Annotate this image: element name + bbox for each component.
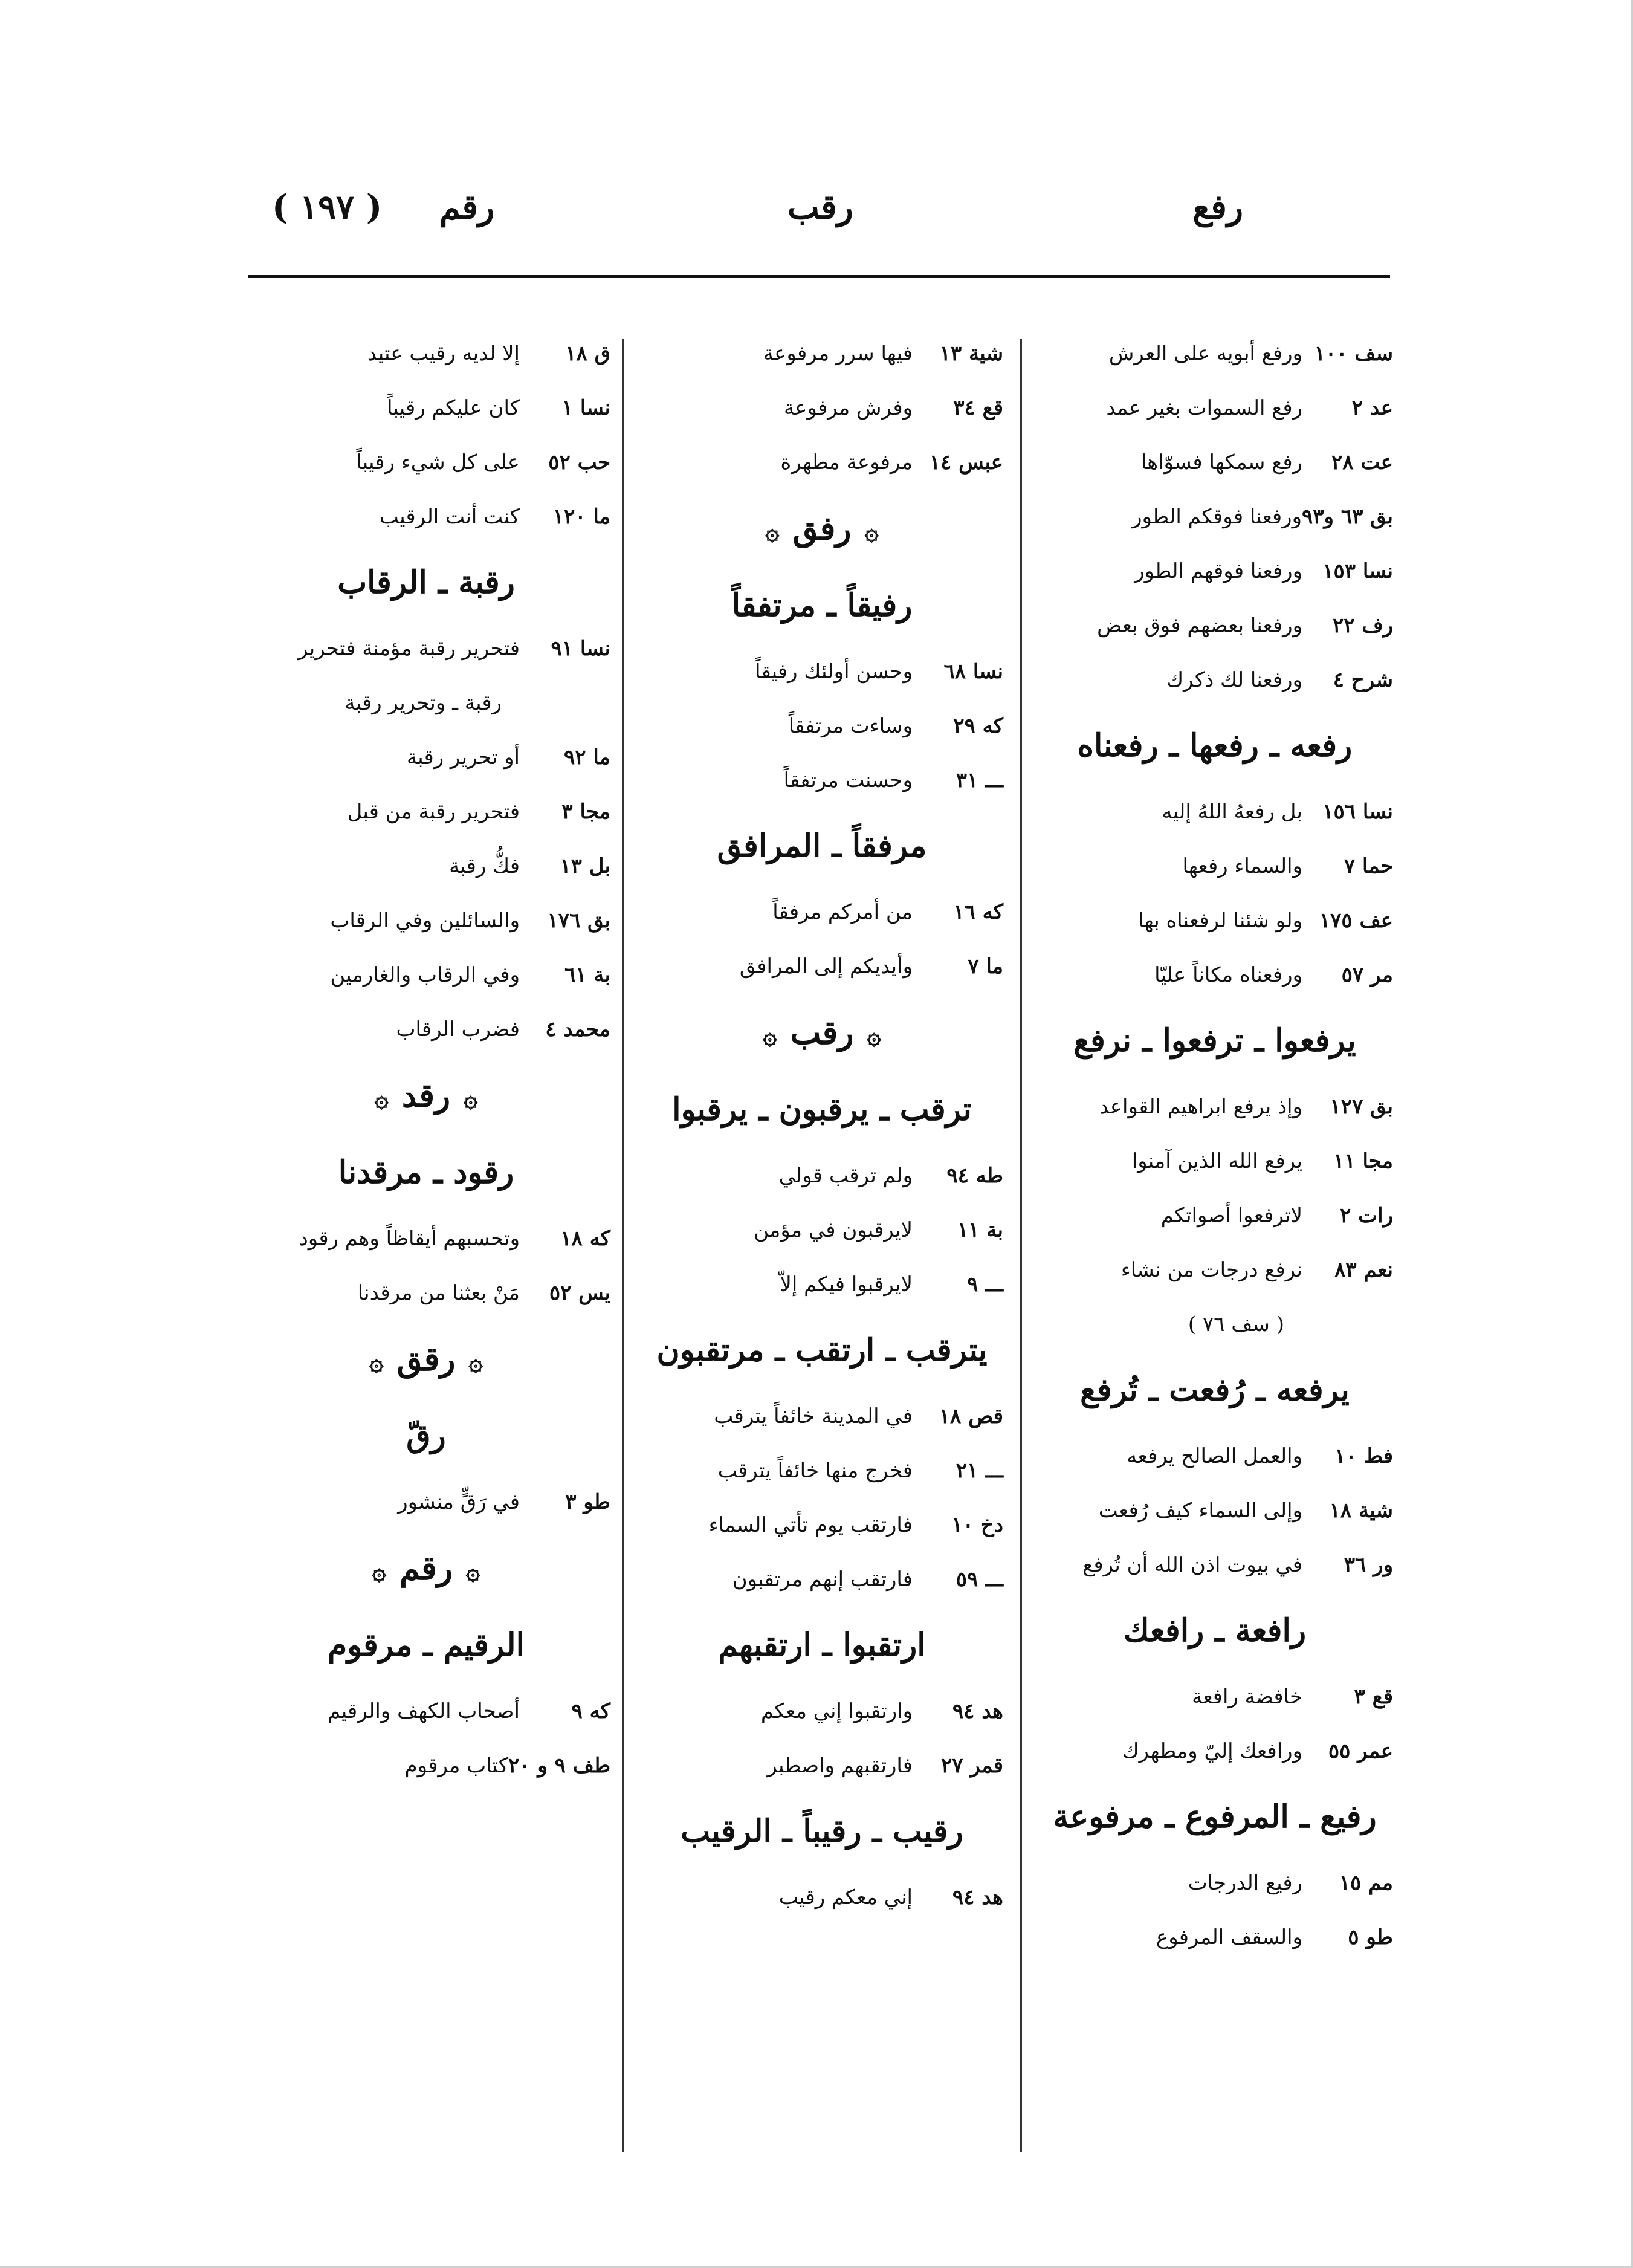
word-heading: مرفقاً ـ المرافق bbox=[717, 828, 927, 864]
entry-text: أصحاب الكهف والرقيم bbox=[328, 1699, 520, 1723]
entry-text: وحسنت مرتفقاً bbox=[783, 768, 913, 792]
entry-text: يرفع الله الذين آمنوا bbox=[1131, 1149, 1302, 1173]
word-heading: رقّ bbox=[406, 1418, 446, 1454]
entry-reference: قص ١٨ bbox=[939, 1404, 1003, 1428]
entry-line bbox=[641, 1149, 1003, 1203]
entry-reference: قع ٣ bbox=[1354, 1685, 1393, 1709]
ornament-icon: ۞ bbox=[465, 1557, 480, 1586]
entry-text: والسقف المرفوع bbox=[1156, 1925, 1302, 1949]
entry-line bbox=[1036, 1243, 1393, 1297]
entry-line bbox=[242, 490, 610, 544]
word-heading: رافعة ـ رافعك bbox=[1123, 1612, 1307, 1649]
entry-line bbox=[1036, 1856, 1393, 1910]
entry-line bbox=[641, 381, 1003, 435]
column-right bbox=[1036, 326, 1393, 1965]
entry-text: رقبة ـ وتحرير رقبة bbox=[344, 691, 502, 715]
entry-reference: ـــ ٢١ bbox=[956, 1459, 1003, 1483]
entry-line bbox=[1036, 653, 1393, 707]
entry-reference: كه ٩ bbox=[571, 1699, 610, 1723]
word-heading: رقبة ـ الرقاب bbox=[337, 564, 515, 601]
ornament-icon: ۞ bbox=[468, 1348, 483, 1376]
entry-line bbox=[1036, 893, 1393, 948]
root-word: رقد bbox=[401, 1076, 451, 1115]
entry-reference: طه ٩٤ bbox=[946, 1164, 1003, 1188]
entry-line bbox=[1036, 490, 1393, 544]
entry-reference: ما ١٢٠ bbox=[552, 505, 610, 529]
entry-line bbox=[1036, 435, 1393, 490]
entry-reference: ـــ ٩ bbox=[967, 1272, 1003, 1297]
entry-reference: حب ٥٢ bbox=[548, 450, 610, 475]
entry-text: والعمل الصالح يرفعه bbox=[1127, 1444, 1302, 1468]
page-number: ( ١٩٧ ) bbox=[272, 187, 383, 227]
entry-line bbox=[242, 1738, 610, 1793]
entry-reference: كه ١٨ bbox=[560, 1226, 610, 1251]
entry-line bbox=[641, 1738, 1003, 1793]
entry-text: فارتقب يوم تأتي السماء bbox=[708, 1513, 913, 1537]
entry-text: على كل شيء رقيباً bbox=[356, 450, 520, 475]
entry-text: ورفعناه مكاناً عليّا bbox=[1154, 963, 1302, 987]
entry-text: مرفوعة مطهرة bbox=[780, 450, 913, 475]
entry-reference: طف ٩ و ٢٠ bbox=[508, 1754, 610, 1778]
root-heading bbox=[242, 1057, 610, 1134]
entry-reference: نسا ٩١ bbox=[551, 637, 610, 661]
entry-text: في رَقٍّ منشور bbox=[398, 1490, 520, 1514]
entry-line bbox=[1036, 1483, 1393, 1538]
entry-line bbox=[641, 1257, 1003, 1312]
entry-reference: مر ٥٧ bbox=[1341, 963, 1393, 987]
entry-reference: مم ١٥ bbox=[1339, 1871, 1393, 1895]
entry-text: كنت أنت الرقيب bbox=[379, 505, 520, 529]
entry-reference bbox=[1302, 1297, 1393, 1352]
entry-text: نرفع درجات من نشاء bbox=[1120, 1258, 1302, 1282]
ornament-icon: ۞ bbox=[867, 1022, 881, 1050]
entry-text: إلا لديه رقيب عتيد bbox=[367, 342, 520, 366]
column-middle bbox=[641, 326, 1003, 1925]
entry-text: وإذ يرفع ابراهيم القواعد bbox=[1099, 1095, 1302, 1119]
entry-text: كتاب مرقوم bbox=[404, 1754, 509, 1778]
entry-text: إني معكم رقيب bbox=[778, 1885, 913, 1910]
word-heading: رقيب ـ رقيباً ـ الرقيب bbox=[681, 1813, 963, 1850]
ornament-icon: ۞ bbox=[864, 517, 879, 546]
entry-line bbox=[1036, 1134, 1393, 1188]
ornament-icon: ۞ bbox=[372, 1557, 387, 1586]
ornament-icon: ۞ bbox=[374, 1084, 389, 1113]
entry-reference: يس ٥٢ bbox=[549, 1281, 610, 1305]
word-heading: يرفعه ـ رُفعت ـ تُرفع bbox=[1080, 1372, 1350, 1408]
entry-reference: نسا ٦٨ bbox=[943, 659, 1003, 684]
entry-line bbox=[1036, 948, 1393, 1002]
entry-reference: عت ٢٨ bbox=[1331, 450, 1393, 475]
header-center-word: رقب bbox=[787, 187, 853, 227]
column-divider-right bbox=[1020, 339, 1022, 2152]
entry-text: وفرش مرفوعة bbox=[783, 396, 913, 420]
entry-line bbox=[641, 1552, 1003, 1607]
entry-text: فارتقب إنهم مرتقبون bbox=[732, 1567, 913, 1592]
entry-text: فخرج منها خائفاً يترقب bbox=[717, 1459, 913, 1483]
root-heading bbox=[641, 994, 1003, 1071]
entry-text: ولم ترقب قولي bbox=[778, 1164, 913, 1188]
entry-reference: رات ٢ bbox=[1340, 1204, 1393, 1228]
word-heading: ارتقبوا ـ ارتقبهم bbox=[718, 1627, 926, 1664]
entry-text: بل رفعهُ اللهُ إليه bbox=[1162, 800, 1302, 824]
word-heading: رفيع ـ المرفوع ـ مرفوعة bbox=[1053, 1798, 1377, 1835]
entry-reference: عبس ١٤ bbox=[929, 450, 1003, 475]
root-heading bbox=[242, 1529, 610, 1607]
word-heading: يترقب ـ ارتقب ـ مرتقبون bbox=[656, 1332, 988, 1369]
entry-text: لايرقبوا فيكم إلاّ bbox=[780, 1272, 913, 1297]
entry-text: والسائلين وفي الرقاب bbox=[330, 909, 520, 933]
entry-reference: مجا ١١ bbox=[1333, 1149, 1393, 1173]
page-header bbox=[0, 187, 1633, 254]
entry-line bbox=[1036, 381, 1393, 435]
entry-line bbox=[242, 435, 610, 490]
entry-text: في بيوت اذن الله أن تُرفع bbox=[1082, 1553, 1302, 1577]
entry-reference: شية ١٨ bbox=[1329, 1498, 1393, 1523]
entry-line bbox=[641, 1870, 1003, 1925]
entry-line bbox=[1036, 1080, 1393, 1134]
entry-reference: قع ٣٤ bbox=[953, 396, 1003, 420]
entry-text: ورفعنا لك ذكرك bbox=[1166, 668, 1302, 692]
entry-line bbox=[1036, 1910, 1393, 1965]
entry-text: لاترفعوا أصواتكم bbox=[1160, 1204, 1302, 1228]
entry-line bbox=[242, 785, 610, 839]
entry-line bbox=[242, 1475, 610, 1529]
entry-reference: رف ٢٢ bbox=[1332, 614, 1393, 638]
entry-line bbox=[641, 939, 1003, 994]
entry-reference: ما ٩٢ bbox=[564, 745, 610, 770]
entry-reference: هد ٩٤ bbox=[952, 1885, 1003, 1910]
entry-text: كان عليكم رقيباً bbox=[387, 396, 520, 420]
entry-text: ورفع أبويه على العرش bbox=[1108, 342, 1302, 366]
word-heading: يرفعوا ـ ترفعوا ـ نرفع bbox=[1073, 1022, 1356, 1059]
entry-reference: ـــ ٥٩ bbox=[956, 1567, 1003, 1592]
entry-reference: شرح ٤ bbox=[1333, 668, 1393, 692]
entry-line bbox=[242, 839, 610, 893]
entry-reference: بق ١٧٦ bbox=[547, 909, 610, 933]
entry-continuation bbox=[1036, 1297, 1393, 1352]
column-left bbox=[242, 326, 610, 1793]
entry-reference: بق ٦٣ و٩٣ bbox=[1302, 505, 1393, 529]
entry-text: أو تحرير رقبة bbox=[406, 745, 520, 770]
entry-text: في المدينة خائفاً يترقب bbox=[714, 1404, 913, 1428]
entry-line bbox=[641, 644, 1003, 699]
entry-text: وإلى السماء كيف رُفعت bbox=[1098, 1498, 1302, 1523]
entry-text: لايرقبون في مؤمن bbox=[754, 1218, 913, 1242]
entry-text: رفع سمكها فسوّاها bbox=[1140, 450, 1302, 475]
entry-text: ورافعك إليّ ومطهرك bbox=[1122, 1739, 1302, 1763]
entry-line bbox=[242, 730, 610, 785]
root-word: رقق bbox=[396, 1340, 456, 1378]
entry-text: فتحرير رقبة من قبل bbox=[347, 800, 520, 824]
entry-text: فكُّ رقبة bbox=[449, 854, 520, 878]
entry-text: رفيع الدرجات bbox=[1188, 1871, 1302, 1895]
entry-text: ( سف ٧٦ ) bbox=[1188, 1312, 1284, 1336]
entry-text: من أمركم مرفقاً bbox=[772, 900, 913, 924]
ornament-icon: ۞ bbox=[765, 517, 780, 546]
entry-line bbox=[1036, 785, 1393, 839]
ornament-icon: ۞ bbox=[464, 1084, 478, 1113]
entry-text: فتحرير رقبة مؤمنة فتحرير bbox=[298, 637, 520, 661]
word-heading: رفعه ـ رفعها ـ رفعناه bbox=[1077, 727, 1353, 764]
entry-reference: كه ٢٩ bbox=[953, 714, 1003, 738]
entry-line bbox=[641, 699, 1003, 753]
entry-line bbox=[242, 948, 610, 1002]
root-word: رفق bbox=[792, 509, 852, 548]
entry-line bbox=[242, 621, 610, 676]
entry-reference: قمر ٢٧ bbox=[940, 1754, 1003, 1778]
entry-text: مَنْ بعثنا من مرقدنا bbox=[357, 1281, 520, 1305]
entry-line bbox=[1036, 598, 1393, 653]
word-heading: الرقيم ـ مرقوم bbox=[327, 1627, 525, 1664]
header-label: رقم bbox=[439, 187, 495, 227]
entry-line bbox=[641, 885, 1003, 939]
entry-line bbox=[641, 435, 1003, 490]
entry-line bbox=[1036, 544, 1393, 598]
entry-line bbox=[641, 326, 1003, 381]
root-word: رقم bbox=[399, 1549, 453, 1587]
entry-line bbox=[1036, 1538, 1393, 1592]
entry-reference: عف ١٧٥ bbox=[1319, 909, 1393, 933]
entry-text: وتحسبهم أيقاظاً وهم رقود bbox=[299, 1226, 520, 1251]
entry-reference: ق ١٨ bbox=[565, 342, 610, 366]
entry-line bbox=[1036, 1429, 1393, 1483]
entry-reference: عمر ٥٥ bbox=[1328, 1739, 1393, 1763]
entry-line bbox=[242, 893, 610, 948]
entry-line bbox=[1036, 1670, 1393, 1724]
entry-text: وفي الرقاب والغارمين bbox=[330, 963, 520, 987]
entry-reference: بق ١٢٧ bbox=[1330, 1095, 1393, 1119]
entry-line bbox=[641, 1389, 1003, 1443]
entry-reference: حما ٧ bbox=[1344, 854, 1393, 878]
entry-line bbox=[242, 1002, 610, 1057]
column-divider-left bbox=[622, 339, 624, 2152]
ornament-icon: ۞ bbox=[369, 1348, 384, 1376]
entry-reference: محمد ٤ bbox=[545, 1017, 610, 1042]
entry-reference: فط ١٠ bbox=[1334, 1444, 1393, 1468]
entry-reference: نسا ١٥٣ bbox=[1322, 559, 1393, 583]
entry-line bbox=[641, 753, 1003, 808]
root-word: رقب bbox=[790, 1013, 854, 1052]
entry-text: وارتقبوا إني معكم bbox=[760, 1699, 913, 1723]
word-heading: ترقب ـ يرقبون ـ يرقبوا bbox=[672, 1091, 972, 1128]
entry-line bbox=[242, 1266, 610, 1320]
entry-text: فيها سرر مرفوعة bbox=[763, 342, 913, 366]
ornament-icon: ۞ bbox=[763, 1022, 777, 1050]
header-right-word: رفع bbox=[1192, 187, 1243, 227]
entry-reference: ما ٧ bbox=[968, 954, 1003, 979]
entry-text: وأيديكم إلى المرافق bbox=[739, 954, 913, 979]
entry-reference: بل ١٣ bbox=[560, 854, 610, 878]
entry-line bbox=[1036, 326, 1393, 381]
entry-line bbox=[641, 1684, 1003, 1738]
entry-text: وحسن أولئك رفيقاً bbox=[755, 659, 913, 684]
root-heading bbox=[641, 490, 1003, 567]
entry-line bbox=[641, 1498, 1003, 1552]
entry-line bbox=[641, 1203, 1003, 1257]
entry-line bbox=[1036, 1724, 1393, 1778]
entry-line bbox=[641, 1443, 1003, 1498]
entry-reference: بة ١١ bbox=[957, 1218, 1003, 1242]
entry-text: ورفعنا فوقهم الطور bbox=[1134, 559, 1302, 583]
entry-reference: دخ ١٠ bbox=[951, 1513, 1003, 1537]
entry-reference: ور ٣٦ bbox=[1344, 1553, 1393, 1577]
word-heading: رفيقاً ـ مرتفقاً bbox=[731, 587, 913, 624]
entry-text: خافضة رافعة bbox=[1192, 1685, 1302, 1709]
entry-text: رفع السموات بغير عمد bbox=[1106, 396, 1302, 420]
entry-reference: كه ١٦ bbox=[953, 900, 1003, 924]
entry-reference: سف ١٠٠ bbox=[1314, 342, 1393, 366]
entry-reference bbox=[520, 676, 610, 730]
entry-text: ورفعنا بعضهم فوق بعض bbox=[1097, 614, 1302, 638]
entry-reference: نسا ١ bbox=[561, 396, 610, 420]
entry-line bbox=[242, 381, 610, 435]
entry-reference: ـــ ٣١ bbox=[956, 768, 1003, 792]
entry-text: ولو شئنا لرفعناه بها bbox=[1138, 909, 1302, 933]
entry-reference: مجا ٣ bbox=[561, 800, 610, 824]
entry-reference: بة ٦١ bbox=[564, 963, 610, 987]
header-rule bbox=[248, 275, 1390, 278]
entry-text: فضرب الرقاب bbox=[396, 1017, 520, 1042]
entry-text: ورفعنا فوقكم الطور bbox=[1132, 505, 1302, 529]
entry-line bbox=[242, 1684, 610, 1738]
word-heading: رقود ـ مرقدنا bbox=[338, 1154, 514, 1191]
entry-continuation bbox=[242, 676, 610, 730]
entry-reference: نسا ١٥٦ bbox=[1322, 800, 1393, 824]
entry-text: فارتقبهم واصطبر bbox=[767, 1754, 913, 1778]
entry-text: وساءت مرتفقاً bbox=[788, 714, 913, 738]
entry-text: والسماء رفعها bbox=[1182, 854, 1302, 878]
entry-line bbox=[242, 326, 610, 381]
entry-line bbox=[1036, 1188, 1393, 1243]
entry-reference: عد ٢ bbox=[1351, 396, 1393, 420]
entry-line bbox=[242, 1211, 610, 1266]
entry-line bbox=[1036, 839, 1393, 893]
entry-reference: نعم ٨٣ bbox=[1334, 1258, 1393, 1282]
entry-reference: طو ٣ bbox=[565, 1490, 610, 1514]
entry-reference: طو ٥ bbox=[1348, 1925, 1393, 1949]
entry-reference: شية ١٣ bbox=[939, 342, 1003, 366]
root-heading bbox=[242, 1320, 610, 1398]
entry-reference: هد ٩٤ bbox=[952, 1699, 1003, 1723]
